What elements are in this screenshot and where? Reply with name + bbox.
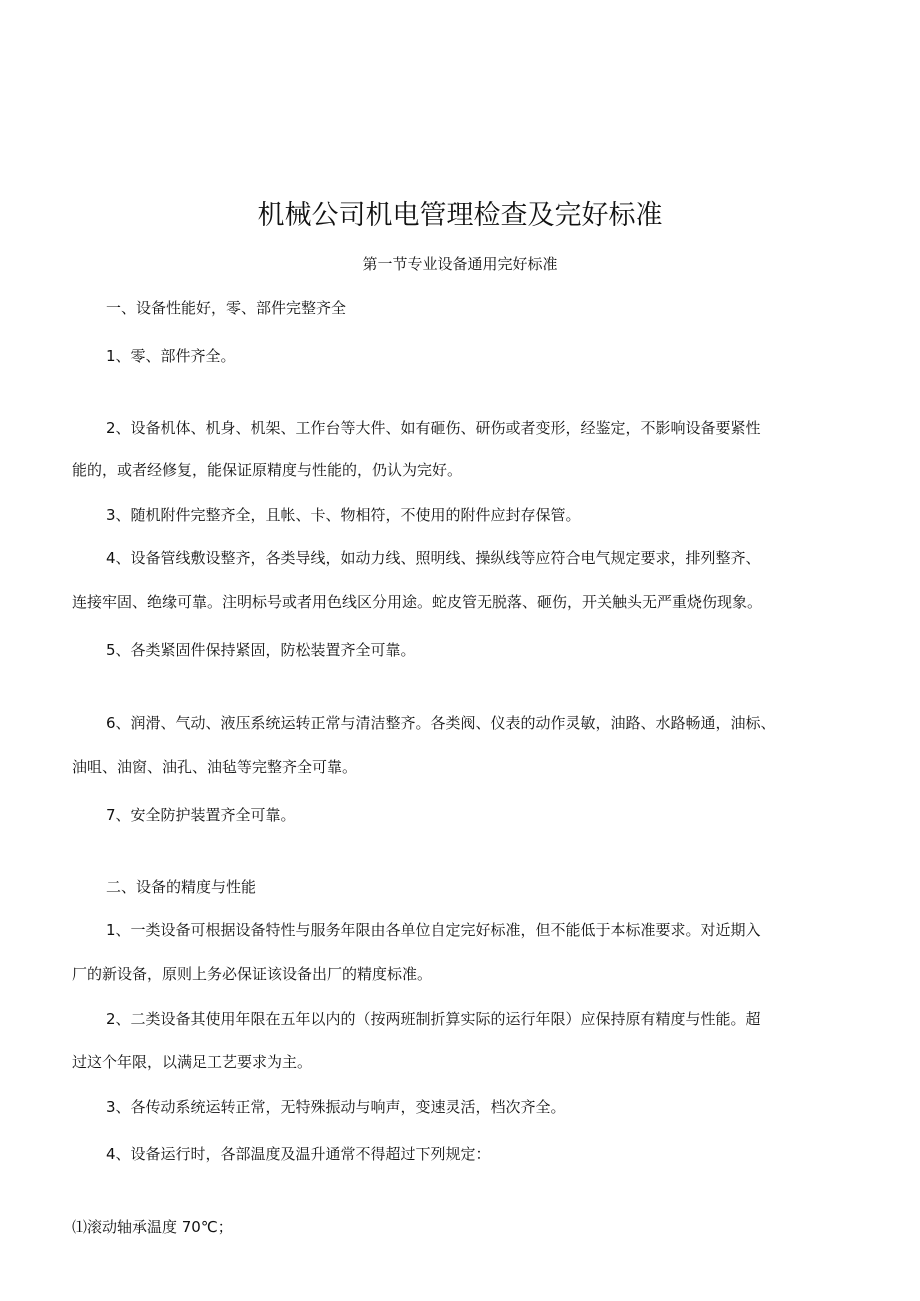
section2-item3: 3、各传动系统运转正常，无特殊振动与响声，变速灵活，档次齐全。 xyxy=(106,1098,566,1116)
section2-item2-line1: 2、二类设备其使用年限在五年以内的（按两班制折算实际的运行年限）应保持原有精度与性能。超 xyxy=(106,1010,761,1028)
section2-item2-line2: 过这个年限，以满足工艺要求为主。 xyxy=(72,1053,313,1071)
document-title: 机械公司机电管理检查及完好标准 xyxy=(257,200,663,231)
section2-heading: 二、设备的精度与性能 xyxy=(106,878,257,896)
section2-sub1: ⑴滚动轴承温度 70℃； xyxy=(72,1218,233,1236)
section1-item3: 3、随机附件完整齐全，且帐、卡、物相符，不使用的附件应封存保管。 xyxy=(106,506,581,524)
section1-item6-line2: 油咀、油窗、油孔、油毡等完整齐全可靠。 xyxy=(72,758,358,776)
section1-heading: 一、设备性能好，零、部件完整齐全 xyxy=(106,299,347,317)
section1-item7: 7、安全防护装置齐全可靠。 xyxy=(106,806,296,824)
section-subtitle: 第一节专业设备通用完好标准 xyxy=(362,255,558,273)
section1-item4-line2: 连接牢固、绝缘可靠。注明标号或者用色线区分用途。蛇皮管无脱落、砸伤，开关触头无严重烧伤现象。 xyxy=(72,593,763,611)
section2-item4: 4、设备运行时，各部温度及温升通常不得超过下列规定： xyxy=(106,1145,491,1163)
section1-item1: 1、零、部件齐全。 xyxy=(106,347,236,365)
section1-item2-line2: 能的，或者经修复，能保证原精度与性能的，仍认为完好。 xyxy=(72,461,463,479)
section1-item6-line1: 6、润滑、气动、液压系统运转正常与清洁整齐。各类阀、仪表的动作灵敏，油路、水路畅通，油标、 xyxy=(106,714,776,732)
section2-item1-line2: 厂的新设备，原则上务必保证该设备出厂的精度标准。 xyxy=(72,965,433,983)
section1-item5: 5、各类紧固件保持紧固，防松装置齐全可靠。 xyxy=(106,641,416,659)
section1-item2-line1: 2、设备机体、机身、机架、工作台等大件、如有砸伤、研伤或者变形，经鉴定，不影响设备要紧性 xyxy=(106,419,761,437)
section2-item1-line1: 1、一类设备可根据设备特性与服务年限由各单位自定完好标准，但不能低于本标准要求。对近期入 xyxy=(106,921,761,939)
section1-item4-line1: 4、设备管线敷设整齐，各类导线，如动力线、照明线、操纵线等应符合电气规定要求，排列整齐、 xyxy=(106,549,761,567)
